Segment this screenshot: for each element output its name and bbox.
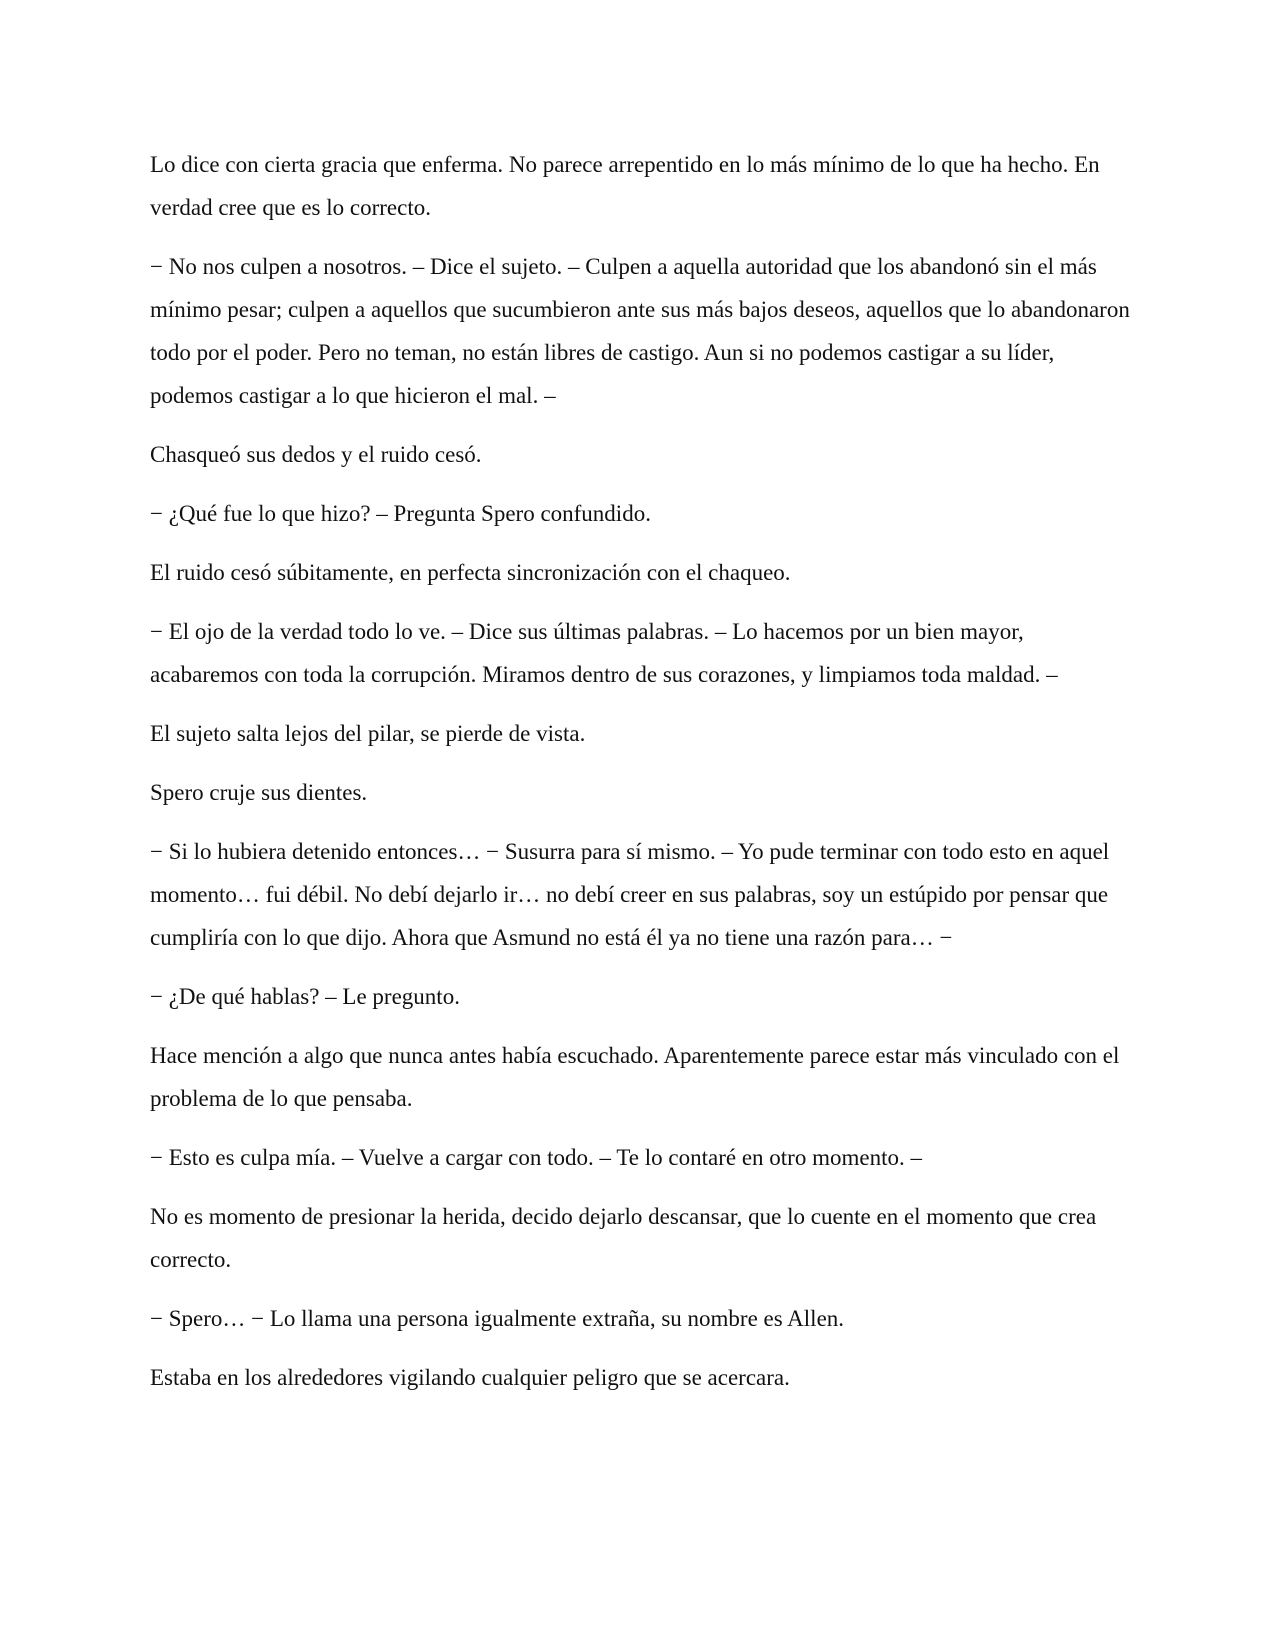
paragraph: − Spero… − Lo llama una persona igualmente extraña, su nombre es Allen. [150,1306,845,1331]
paragraph: Lo dice con cierta gracia que enferma. No parece arrepentido en lo más mínimo de lo que ha hecho. En verdad cree que es lo correcto. [150,152,1100,220]
paragraph: No es momento de presionar la herida, decido dejarlo descansar, que lo cuente en el momento que crea correcto. [150,1204,1097,1272]
paragraph: Hace mención a algo que nunca antes había escuchado. Aparentemente parece estar más vinculado con el problema de lo que pensaba. [150,1043,1120,1111]
paragraph: El ruido cesó súbitamente, en perfecta sincronización con el chaqueo. [150,560,791,585]
paragraph: − Esto es culpa mía. – Vuelve a cargar con todo. – Te lo contaré en otro momento. – [150,1145,922,1170]
paragraph: − Si lo hubiera detenido entonces… − Susurra para sí mismo. – Yo pude terminar con todo esto en aquel momento… fui débil. No debí dejarlo ir… no debí creer en sus palabras, soy un estúpido por pensar que cumpliría con lo que dijo. Ahora que Asmund no está él ya no tiene una razón para… − [150,839,1110,950]
paragraph: Chasqueó sus dedos y el ruido cesó. [150,442,482,467]
paragraph: − ¿De qué hablas? – Le pregunto. [150,984,460,1009]
paragraph: − No nos culpen a nosotros. – Dice el sujeto. – Culpen a aquella autoridad que los abandonó sin el más mínimo pesar; culpen a aquellos que sucumbieron ante sus más bajos deseos, aquellos que lo abandonaron todo por el poder. Pero no teman, no están libres de castigo. Aun si no podemos castigar a su líder, podemos castigar a lo que hicieron el mal. – [150,254,1130,408]
paragraph: Spero cruje sus dientes. [150,780,368,805]
paragraph: − ¿Qué fue lo que hizo? – Pregunta Spero confundido. [150,501,651,526]
paragraph: − El ojo de la verdad todo lo ve. – Dice sus últimas palabras. – Lo hacemos por un bien mayor, acabaremos con toda la corrupción. Miramos dentro de sus corazones, y limpiamos toda maldad. – [150,619,1058,687]
paragraph: El sujeto salta lejos del pilar, se pierde de vista. [150,721,586,746]
paragraph: Estaba en los alrededores vigilando cualquier peligro que se acercara. [150,1365,790,1390]
document-body [150,143,1130,1415]
